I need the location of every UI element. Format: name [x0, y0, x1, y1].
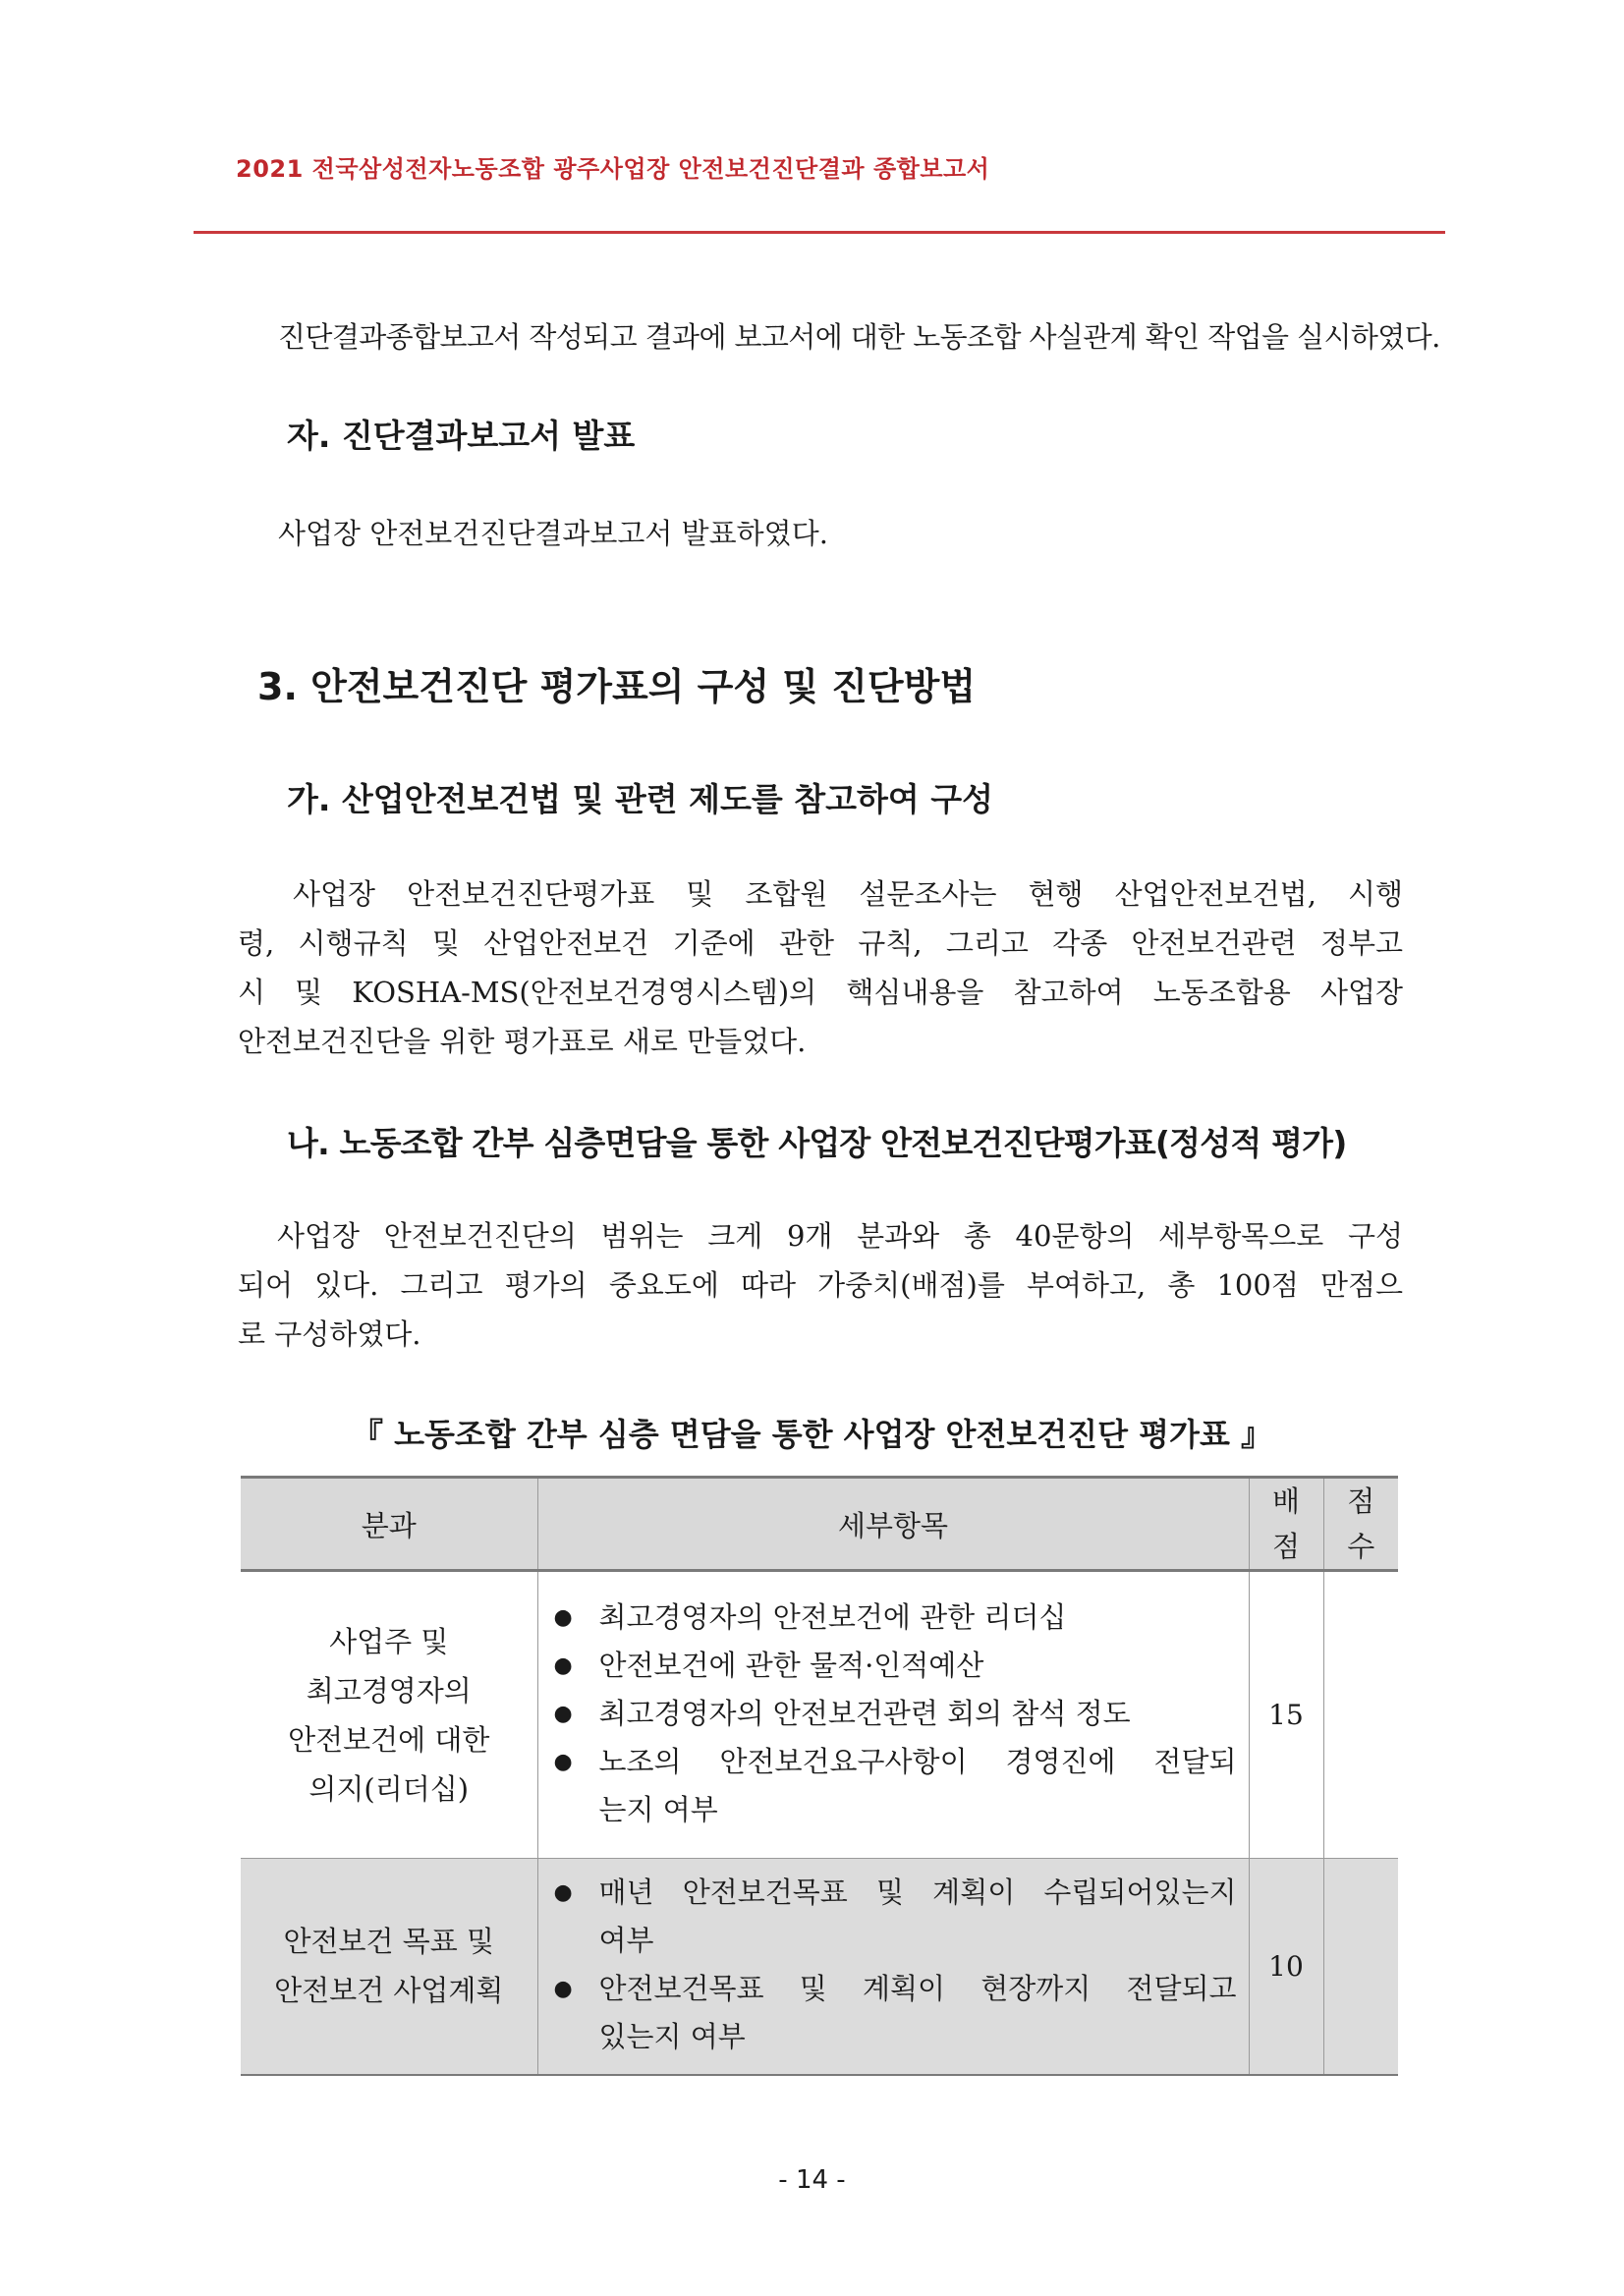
bullet-icon: ● [553, 1702, 573, 1726]
category-line: 안전보건 사업계획 [274, 1974, 504, 2008]
category-line: 사업주 및 [329, 1624, 449, 1658]
header-score-char: 점 [1347, 1484, 1375, 1518]
item-text: 최고경영자의 안전보건관련 회의 참석 정도 [598, 1697, 1131, 1730]
bullet-icon: ● [553, 1880, 573, 1906]
list-item [552, 1738, 1237, 1834]
paragraph-line: 로 구성하였다. [238, 1317, 421, 1351]
item-text: 안전보건목표 및 계획이 현장까지 전달되고 [598, 1972, 1237, 2006]
item-text: 안전보건에 관한 물적·인적예산 [598, 1649, 984, 1682]
item-text: 는지 여부 [598, 1793, 718, 1826]
evaluation-table [241, 1476, 1398, 2076]
category-cell [241, 1859, 537, 2075]
header-category: 분과 [241, 1478, 537, 1571]
points-cell: 10 [1249, 1859, 1323, 2075]
category-line: 의지(리더십) [308, 1771, 470, 1806]
item-text: 노조의 안전보건요구사항이 경영진에 전달되 [598, 1745, 1237, 1778]
bullet-icon: ● [553, 1605, 573, 1630]
table-title: 『 노동조합 간부 심층 면담을 통한 사업장 안전보건진단 평가표 』 [351, 1416, 1273, 1453]
section-ja-heading: 자. 진단결과보고서 발표 [287, 417, 636, 455]
list-item [552, 1965, 1237, 2061]
paragraph-line: 시 및 KOSHA-MS(안전보건경영시스템)의 핵심내용을 참고하여 노동조합용 사업장 [238, 976, 1403, 1009]
list-item [552, 1690, 1237, 1738]
document-header-title: 2021 전국삼성전자노동조합 광주사업장 안전보건진단결과 종합보고서 [236, 155, 990, 183]
page-number: - 14 - [778, 2165, 846, 2195]
intro-paragraph: 진단결과종합보고서 작성되고 결과에 보고서에 대한 노동조합 사실관계 확인 작업을 실시하였다. [278, 320, 1440, 354]
header-score [1323, 1478, 1398, 1571]
paragraph-line: 되어 있다. 그리고 평가의 중요도에 따라 가중치(배점)를 부여하고, 총 100점 만점으 [238, 1268, 1403, 1302]
item-text: 여부 [598, 1924, 654, 1958]
category-line: 안전보건 목표 및 [283, 1925, 495, 1959]
bullet-icon: ● [553, 1977, 573, 2002]
paragraph-line: 안전보건진단을 위한 평가표로 새로 만들었다. [238, 1025, 807, 1058]
header-points-char: 점 [1271, 1530, 1300, 1563]
paragraph-line: 사업장 안전보건진단평가표 및 조합원 설문조사는 현행 산업안전보건법, 시행 [293, 877, 1403, 911]
points-cell: 15 [1249, 1571, 1323, 1859]
item-text: 있는지 여부 [598, 2020, 746, 2054]
section-3-heading: 3. 안전보건진단 평가표의 구성 및 진단방법 [257, 665, 977, 708]
section-na-paragraph [238, 1211, 1403, 1359]
section-ga-paragraph [238, 869, 1403, 1066]
items-cell [537, 1571, 1249, 1859]
table-row [241, 1571, 1398, 1859]
paragraph-line: 사업장 안전보건진단의 범위는 크게 9개 분과와 총 40문항의 세부항목으로 구성 [277, 1219, 1403, 1253]
category-line: 최고경영자의 [306, 1673, 472, 1708]
item-text: 최고경영자의 안전보건에 관한 리더십 [598, 1600, 1067, 1634]
score-cell [1323, 1571, 1398, 1859]
section-ga-heading: 가. 산업안전보건법 및 관련 제도를 참고하여 구성 [287, 780, 994, 818]
category-line: 안전보건에 대한 [288, 1722, 490, 1757]
items-cell [537, 1859, 1249, 2075]
paragraph-line: 령, 시행규칙 및 산업안전보건 기준에 관한 규칙, 그리고 각종 안전보건관련 정부고 [238, 926, 1403, 960]
list-item [552, 1642, 1237, 1690]
list-item [552, 1869, 1237, 1965]
section-na-heading: 나. 노동조합 간부 심층면담을 통한 사업장 안전보건진단평가표(정성적 평가) [287, 1124, 1347, 1162]
table-row [241, 1859, 1398, 2075]
header-points [1249, 1478, 1323, 1571]
bullet-icon: ● [553, 1653, 573, 1678]
header-divider [194, 231, 1445, 234]
header-items: 세부항목 [537, 1478, 1249, 1571]
category-cell [241, 1571, 537, 1859]
score-cell [1323, 1859, 1398, 2075]
list-item [552, 1594, 1237, 1642]
header-score-char: 수 [1347, 1530, 1375, 1563]
table-header-row [241, 1478, 1398, 1571]
section-ja-body: 사업장 안전보건진단결과보고서 발표하였다. [278, 517, 828, 550]
item-text: 매년 안전보건목표 및 계획이 수립되어있는지 [598, 1876, 1237, 1910]
header-points-char: 배 [1271, 1484, 1300, 1518]
bullet-icon: ● [553, 1750, 573, 1774]
